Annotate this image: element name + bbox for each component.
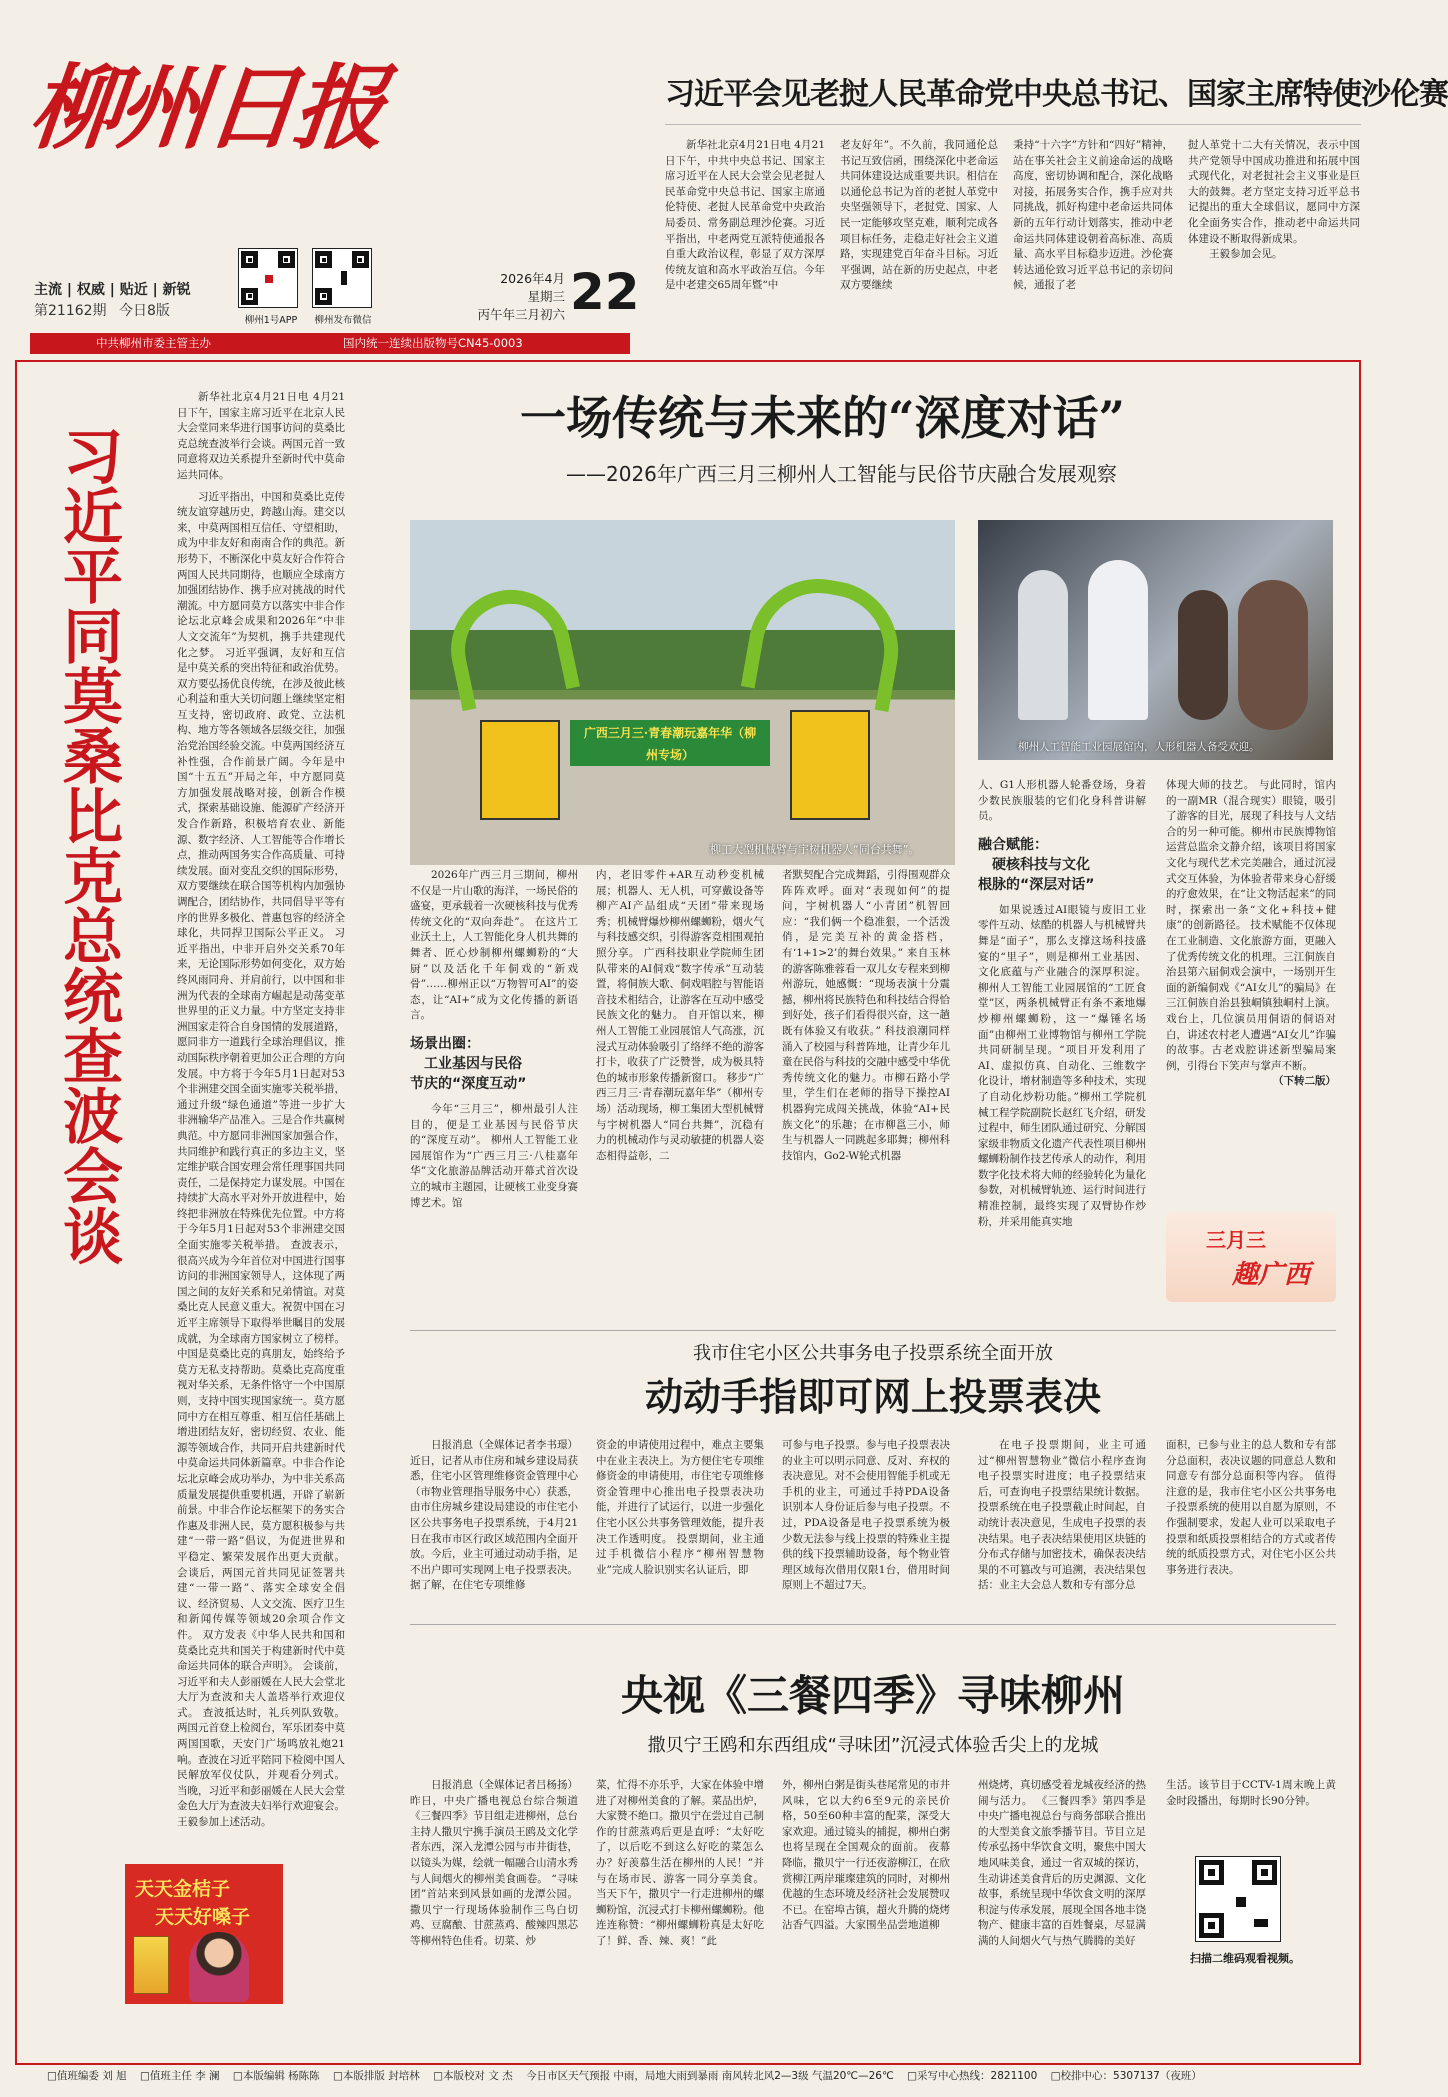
masthead-redbar: [30, 333, 630, 354]
continued-note: （下转二版）: [1273, 1075, 1336, 1088]
vote-col-3: [782, 1438, 950, 1608]
sanyuesan-logo: [1166, 1212, 1336, 1302]
rule-vote-top: [410, 1330, 1336, 1331]
left-lead: 新华社北京4月21日电 4月21日下午，国家主席习近平在北京人民大会堂同来华进行国事访问的莫桑比克总统查波举行会谈。两国元首一致同意将双边关系提升至新时代中莫命运共同体。: [177, 391, 345, 481]
top-rule: [665, 124, 1361, 125]
center-col-4: [978, 778, 1146, 1328]
photo-robot-excavators: [410, 520, 955, 865]
masthead-logo: 柳州日报: [24, 54, 388, 162]
vote-col-2: [596, 1438, 764, 1608]
vote-col-5-text: 面积，已参与业主的总人数和专有部分总面积，表决议题的同意总人数和同意专有部分总面积等内容。 值得注意的是，我市住宅小区公共事务电子投票系统的使用以自愿为原则，不作强制要求，发起人业可以采取电子投票和纸质投票相结合的方式或者传统的纸质投票方式，对住宅小区公共事务进行表决。: [1166, 1439, 1336, 1576]
center-subheadline: ——2026年广西三月三柳州人工智能与民俗节庆融合发展观察: [566, 462, 1117, 486]
center-headline: 一场传统与未来的“深度对话”: [520, 391, 1125, 445]
footer-duty-editor: □值班编委 刘 旭: [47, 2070, 127, 2082]
logo-text-a: 三月三: [1206, 1228, 1266, 1252]
subhead-1-c: 节庆的“深度互动”: [410, 1075, 527, 1092]
cctv-col-5-text: 生活。该节目于CCTV-1周末晚上黄金时段播出，每期时长90分钟。: [1166, 1779, 1336, 1807]
left-body-top: [177, 390, 345, 1829]
date-weekday: 星期三: [527, 289, 565, 304]
ad-slogan-1: 天天金桔子: [135, 1878, 231, 1900]
issue-no: 第21162期: [34, 303, 107, 319]
center-col-1-text-b: 今年“三月三”，柳州最引人注目的，便是工业基因与民俗节庆的“深度互动”。 柳州人工智能工业园展馆作为“广西三月三·八桂嘉年华”文化旅游品牌活动开幕式首次设立的城市主题园，让硬核工业变身赛博艺术。馆: [410, 1102, 578, 1209]
left-body-bottom: [45, 1450, 345, 1820]
wechat-qr-code: [312, 248, 372, 308]
top-col-3: [1013, 138, 1173, 348]
masthead-slogan: 主流 | 权威 | 贴近 | 新锐: [34, 282, 191, 298]
top-col-3-text: 秉持“十六字”方针和“四好”精神，站在事关社会主义前途命运的战略高度，密切协调和配合，深化战略对接，拓展务实合作，携手应对共同挑战，抓好构建中老命运共同体新的五年行动计划落实，推动中老命运共同体建设朝着高标准、高质量、高水平目标稳步迈进。沙伦赛转达通伦致习近平总书记的亲切问候，通报了老: [1013, 139, 1173, 292]
photo-humanoid-robots: [978, 520, 1333, 760]
vote-col-2-text: 资金的申请使用过程中，难点主要集中在业主表决上。为方便住宅专项维修资金的申请使用，市住宅专项维修资金管理中心推出电子投票表决功能，并进行了试运行，以进一步强化住宅小区公共事务管理效能，提升表决工作透明度。 投票期间，业主通过手机微信小程序“柳州智慧物业”完成人脸识别实名认证后，即: [596, 1439, 764, 1576]
cctv-subheadline: 撒贝宁王鸥和东西组成“寻味团”沉浸式体验舌尖上的龙城: [647, 1735, 1099, 1756]
vote-headline: 动动手指即可网上投票表决: [644, 1374, 1101, 1419]
video-qr-code[interactable]: [1195, 1856, 1281, 1942]
center-col-4-text: 人、G1人形机器人轮番登场，身着少数民族服装的它们化身科普讲解员。: [978, 779, 1146, 823]
date-lunar: 丙午年三月初六: [477, 307, 565, 322]
subhead-2: [978, 835, 1146, 895]
center-col-2: [596, 868, 764, 1328]
cctv-col-4: [978, 1778, 1146, 2048]
left-headline: 习近平同莫桑比克总统查波会谈: [53, 425, 123, 1265]
cctv-col-2: [596, 1778, 764, 2048]
vote-col-3-text: 可参与电子投票。参与电子投票表决的业主可以明示同意、反对、弃权的表决意见。对不会使用智能手机或无手机的业主，可通过手持PDA设备识别本人身份证后参与电子投票。不过，PDA设备是电子投票系统为极少数无法参与线上投票的特殊业主提供的线下投票辅助设备，每个物业管理区域每次借用仅限1台，借用时间原则上不超过7天。: [782, 1439, 950, 1592]
subhead-1: [410, 1034, 578, 1094]
subhead-1-a: 场景出圈：: [410, 1035, 480, 1052]
vote-kicker: 我市住宅小区公共事务电子投票系统全面开放: [693, 1343, 1053, 1364]
cctv-col-4-text: 州烧烤，真切感受着龙城夜经济的热闹与活力。 《三餐四季》第四季是中央广播电视总台与商务部联合推出的大型美食文旅季播节目。节目立足传承弘扬中华饮食文明，聚焦中国大地风味美食，通过一省双城的探访，生动讲述美食背后的历史渊源、文化故事，系统呈现中华饮食文明的深厚积淀与传承发展，展现全国各地丰饶物产、健康丰富的百姓餐桌，尽显满满的人间烟火气与热气腾腾的美好: [978, 1779, 1146, 1947]
footer-layout: □本版排版 封培林: [333, 2070, 420, 2082]
sponsor: 中共柳州市委主管主办: [96, 336, 211, 350]
vote-col-1-text: 日报消息（全媒体记者李书璟）近日，记者从市住房和城乡建设局获悉，住宅小区管理维修资金管理中心（市物业管理指导服务中心）获悉，由市住房城乡建设局建设的市住宅小区公共事务电子投票系统，于4月21日在我市市区行政区域范围内全面开放。今后，业主可通过动动手指，足不出户即可实现网上电子投票表决。 据了解，在住宅专项维修: [410, 1439, 578, 1592]
center-col-5: [1166, 778, 1336, 1208]
cctv-col-1: [410, 1778, 578, 2048]
date-day: 22: [570, 263, 640, 321]
footer-bar: [15, 2066, 1361, 2086]
left-body: 习近平指出，中国和莫桑比克传统友谊穿越历史，跨越山海。建交以来，中莫两国相互信任、守望相助，成为中非友好和南南合作的典范。新形势下，不断深化中莫友好合作符合两国人民共同期待，也顺应全球南方加强团结协作、携手应对挑战的时代潮流。中方愿同莫方以落实中非合作论坛北京峰会成果和2026年“中非人文交流年”为契机，携手共建现代化之梦。 习近平强调，友好和互信是中莫关系的突出特征和政治优势。双方要弘扬优良传统，在涉及彼此核心利益和重大关切问题上继续坚定相互支持，密切政府、政党、立法机构、地方等各领域各层级交往，加强治党治国经验交流。中莫两国经济互补性强，合作前景广阔。今年是中国“十五五”开局之年，中方愿同莫方加强发展战略对接，创新合作模式，探索基础设施、能源矿产经济开发合作新路，积极培育农业、新能源、数字经济、人工智能等合作增长点，推动两国务实合作高质量、可持续发展。面对变乱交织的国际形势，双方要继续在联合国等机构内加强协调配合，团结协作，共同倡导平等有序的世界多极化、普惠包容的经济全球化，共同捍卫国际公平正义。 习近平指出，中非开启外交关系70年来，无论国际形势如何变化，双方始终风雨同舟、并肩前行，以中国和非洲为代表的全球南方崛起是动荡变革世界里的正义力量。中方坚定支持非洲国家走符合自身国情的发展道路，愿同非方一道践行全球治理倡议，推动国际秩序朝着更加公正合理的方向发展。中方将于今年5月1日起对53个非洲建交国全面实施零关税举措，通过升级“绿色通道”等进一步扩大非洲输华产品准入。三是合作共赢树典范。中方愿同非洲国家加强合作，共同维护和践行真正的多边主义，坚定维护联合国安理会常任理事国共同责任，二是保持定力谋发展。中国在持续扩大高水平对外开放进程中，始终把非洲放在特殊优先位置。中方将于今年5月1日起对53个非洲建交国全面实施零关税举措。 查波表示，很高兴成为今年首位对中国进行国事访问的非洲国家领导人，这体现了两国之间的友好关系和兄弟情谊。对莫桑比克人民意义重大。祝贺中国在习近平主席领导下取得举世瞩目的发展成就，为全球南方国家树立了榜样。中国是莫桑比克的真朋友，始终给予莫方无私支持帮助。莫桑比克高度重视对华关系，无条件恪守一个中国原则，支持中国实现国家统一。莫方愿同中方在相互尊重、相互信任基础上增进团结友好，密切经贸、农业、能源等领域合作，共同开启共建新时代中莫命运共同体新篇章。中非合作论坛北京峰会成功举办，为中非关系高质量发展提供重要机遇，开辟了崭新前景。中非合作论坛框架下的务实合作惠及非洲人民，莫方愿积极参与共建“一带一路”倡议，为促进世界和平稳定、繁荣发展作出更大贡献。 会谈后，两国元首共同见证签署共建“一带一路”、落实全球安全倡议、经济贸易、人文交流、医疗卫生和新闻传媒等领域20余项合作文件。 双方发表《中华人民共和国和莫桑比克共和国关于构建新时代中莫命运共同体的联合声明》。 会谈前，习近平和夫人彭丽媛在人民大会堂北大厅为查波和夫人盖塔举行欢迎仪式。 查波抵达时，礼兵列队致敬。两国元首登上检阅台，军乐团奏中莫两国国歌，天安门广场鸣放礼炮21响。查波在习近平陪同下检阅中国人民解放军仪仗队，并观看分列式。 当晚，习近平和彭丽媛在人民大会堂金色大厅为查波夫妇举行欢迎宴会。 王毅参加上述活动。: [177, 490, 345, 1829]
top-col-2: [840, 138, 998, 348]
subhead-2-c: 根脉的“深层对话”: [978, 876, 1095, 893]
date-block: [445, 270, 565, 324]
footer-proof: □本版校对 文 杰: [433, 2070, 513, 2082]
footer-duty-director: □值班主任 李 澜: [139, 2070, 220, 2082]
subhead-2-b: 硬核科技与文化: [992, 856, 1090, 873]
top-headline: 习近平会见老挝人民革命党中央总书记、国家主席特使沙伦赛: [665, 77, 1448, 112]
top-col-4-text: 挝人革党十二大有关情况，表示中国共产党领导中国成功推进和拓展中国式现代化，对老挝社会主义事业是巨大的鼓舞。老方坚定支持习近平总书记提出的重大全球倡议，愿同中方深化全面务实合作，推动老中命运共同体建设不断取得新成果。: [1188, 139, 1360, 245]
cctv-col-3: [782, 1778, 950, 2048]
photo2-caption: 柳州人工智能工业园展馆内，人形机器人备受欢迎。: [1018, 741, 1260, 753]
cctv-col-1-text: 日报消息（全媒体记者吕杨扬）昨日，中央广播电视总台综合频道《三餐四季》节目组走进柳州，总台主持人撒贝宁携手演员王鸥及文化学者东西，深入龙潭公园与市井街巷，以镜头为媒，绘就一幅融合山清水秀与人间烟火的柳州美食画卷。 “寻味团”首站来到风景如画的龙潭公园。撒贝宁一行现场体验制作三鸟白切鸡、豆腐酿、甘蔗蒸鸡、酸辣四黑芯等柳州特色佳肴。切菜、炒: [410, 1779, 578, 1947]
rule-cctv-top: [410, 1624, 1336, 1625]
cctv-col-5: [1166, 1778, 1336, 1838]
ad-person-image: [189, 1932, 249, 2002]
center-col-1: [410, 868, 578, 1328]
top-col-4: [1188, 138, 1360, 348]
photo1-banner: 广西三月三·青春潮玩嘉年华（柳州专场）: [570, 720, 770, 766]
wechat-qr-label: 柳州发布微信: [314, 315, 372, 326]
cctv-headline: 央视《三餐四季》寻味柳州: [620, 1671, 1125, 1720]
ad-product-image: [133, 1936, 169, 1994]
page-count: 今日8版: [119, 303, 170, 319]
vote-col-4-text: 在电子投票期间，业主可通过“柳州智慧物业”微信小程序查询电子投票实时进度；电子投票结束后，可查询电子投票结果统计数据。投票系统在电子投票截止时间起，自动统计表决意见，生成电子投票的表决结果。电子表决结果使用区块链的分布式存储与加密技术，确保表决结果的不可篡改与可追溯，表决结果包括：业主大会总人数和专有部分总: [978, 1439, 1146, 1592]
cctv-col-3-text: 外，柳州白粥是街头巷尾常见的市井风味，它以大约6至9元的亲民价格，50至60种丰富的配菜，深受大家欢迎。通过镜头的捕捉，柳州白粥也将呈现在全国观众的面前。 夜幕降临，撒贝宁一行还夜游柳江，在欣赏柳江两岸璀璨建筑的同时，对柳州优越的生态环境及经济社会发展赞叹不已。在窑埠古镇，超火升腾的烧烤沾香气四溢。大家围坐品尝地道柳: [782, 1779, 950, 1932]
ad-slogan-2: 天天好嗓子: [155, 1906, 251, 1928]
top-col-4-end: 王毅参加会见。: [1209, 248, 1283, 261]
app-qr-code: [238, 248, 298, 308]
top-col-1: [665, 138, 825, 348]
ad-box: [125, 1864, 283, 2004]
vote-col-5: [1166, 1438, 1336, 1608]
footer-weather: 今日市区天气预报 中雨，局地大雨到暴雨 南风转北风2—3级 气温20℃—26℃: [526, 2070, 894, 2082]
date-ym: 2026年4月: [500, 271, 565, 286]
center-col-2-text: 内，老旧零件+AR互动秒变机械展；机器人、无人机，可穿戴设备等柳产AI产品组成“天团”带来现场秀；机械臂爆炒柳州螺蛳粉，烟火气与科技感交织，引得游客竞相围观拍照分享。 广西科技职业学院师生团队带来的AI侗戏“数字传承”互动装置，将侗族大歌、侗戏唱腔与智能语音技术相结合，让游客在互动中感受民族文化的魅力。 自开馆以来，柳州人工智能工业园展馆人气高涨，沉浸式互动体验吸引了络绎不绝的游客打卡，收获了广泛赞誉，成为极具特色的城市形象传播新窗口。 移步“广西三月三·青春潮玩嘉年华”（柳州专场）活动现场，柳工集团大型机械臂与宇树机器人“同台共舞”，沉稳有力的机械动作与灵动敏捷的机器人姿态相得益彰，二: [596, 869, 764, 1162]
footer-hotline: □采写中心热线：2821100: [907, 2070, 1038, 2082]
center-col-1-text: 2026年广西三月三期间，柳州不仅是一片山歌的海洋，一场民俗的盛宴，更承载着一次硬核科技与优秀传统文化的“双向奔赴”。 在这片工业沃土上，人工智能化身人机共舞的舞者、匠心炒制柳州螺蛳粉的“大厨”以及活化千年侗戏的“新戏骨”……柳州正以“万物智可AI”的姿态，让“AI+”成为文化传播的新语言。: [410, 869, 578, 1022]
cn-number: 国内统一连续出版物号CN45-0003: [343, 336, 523, 350]
vote-col-1: [410, 1438, 578, 1608]
app-qr-label: 柳州1号APP: [244, 315, 298, 326]
center-col-4-text-b: 如果说透过AI眼镜与废旧工业零件互动、炫酷的机器人与机械臂共舞是“面子”，那么支撑这场科技盛宴的“里子”，则是柳州工业基因、文化底蕴与产业融合的深厚积淀。 柳州人工智能工业园展馆的“工匠食堂”区，两条机械臂正有条不紊地爆炒柳州螺蛳粉，这一“爆锤名场面”由柳州工业博物馆与柳州工学院共同研制呈现。“项目开发利用了AI、虚拟仿真、自动化、三维数字化设计，增材制造等多种技术，实现了自动化炒粉功能。”柳州工学院机械工程学院副院长赵红飞介绍，研发过程中，师生团队通过研究、分解国家级非物质文化遗产代表性项目柳州螺蛳粉制作技艺传承人的动作，利用数字化技术将大师的经验转化为量化参数，对机械臂轨迹、运行时间进行精准控制，最终实现了双臂协作炒粉，并采用能真实地: [978, 903, 1146, 1228]
center-col-5-text: 体现大师的技艺。 与此同时，馆内的一副MR（混合现实）眼镜，吸引了游客的目光，展现了科技与人文结合的另一种可能。柳州市民族博物馆运营总监余文静介绍，该项目将国家文化与现代艺术完美融合，通过沉浸式交互体验，为体验者带来身心舒缓的疗愈效果，在“让文物活起来”的同时，探索出一条“文化+科技+健康”的创新路径。 技术赋能不仅体现在工业制造、文化旅游方面，更融入了优秀传统文化的机理。三江侗族自治县第六届侗戏会演中，一场别开生面的新编侗戏《“AI女儿”的骗局》在三江侗族自治县独峒镇独峒村上演。戏台上，几位演员用侗语的侗语对白，讲述农村老人遭遇“AI女儿”诈骗的故事。古老戏腔讲述新型骗局案例，引得台下笑声与掌声不断。: [1166, 779, 1336, 1072]
logo-text-b: 趣广西: [1232, 1260, 1311, 1290]
photo1-caption: 柳工大型机械臂与宇树机器人“同台共舞”。: [710, 843, 920, 856]
qr-caption: 扫描二维码观看视频。: [1190, 1952, 1300, 1965]
issue-number: [34, 300, 170, 320]
subhead-1-b: 工业基因与民俗: [424, 1055, 522, 1072]
center-col-3-text: 者默契配合完成舞蹈，引得围观群众阵阵欢呼。面对“表现如何”的提问，宇树机器人“小青团”机智回应：“我们俩一个稳准狠，一个活泼俏，是完美互补的黄金搭档，有‘1+1>2’的舞台效果。” 来自玉林的游客陈雅蓉看一双儿女专程来到柳州游玩，她感慨：“现场表演十分震撼，柳州将民族特色和科技结合得恰到好处，孩子们看得很兴奋，这一趟既有体验又有收获。” 科技浪潮同样涌入了校园与科普阵地，让青少年儿童在民俗与科技的交融中感受中华优秀传统文化的魅力。市柳石路小学里，学生们在老师的指导下操控AI机器狗完成闯关挑战，体验“AI+民族文化”的乐趣；在市柳邕三小，师生与机器人一同跳起多耶舞；柳州科技馆内，Go2-W轮式机器: [782, 869, 950, 1162]
cctv-col-2-text: 菜，忙得不亦乐乎，大家在体验中增进了对柳州美食的了解。菜品出炉，大家赞不绝口。撒贝宁在尝过自己制作的甘蔗蒸鸡后更是直呼：“太好吃了，以后吃不到这么好吃的菜怎么办？好羡慕生活在柳州的人民！”并与在场市民、游客一同分享美食。 当天下午，撒贝宁一行走进柳州的螺蛳粉馆，沉浸式打卡柳州螺蛳粉。他连连称赞：“柳州螺蛳粉真是太好吃了！鲜、香、辣、爽！”此: [596, 1779, 764, 1947]
top-col-2-text: 老友好年”。不久前，我同通伦总书记互致信函，围绕深化中老命运共同体建设达成重要共识。相信在以通伦总书记为首的老挝人革党中央坚强领导下，老挝党、国家、人民一定能够攻坚克难，顺利完成各项目标任务，走稳走好社会主义道路，实现建党百年奋斗目标。习近平强调，站在新的历史起点，中老双方要继续: [840, 139, 998, 292]
top-col-1-text: 新华社北京4月21日电 4月21日下午，中共中央总书记、国家主席习近平在人民大会堂会见老挝人民革命党中央总书记、国家主席通伦特使、老挝人民革命党中央政治局委员、常务副总理沙伦赛。习近平指出，中老两党互派特使通报各自重大政治议程，彰显了双方深厚传统友谊和高水平政治互信。今年是中老建交65周年暨“中: [665, 139, 825, 292]
footer-editor: □本版编辑 杨陈陈: [232, 2070, 320, 2082]
vote-col-4: [978, 1438, 1146, 1608]
subhead-2-a: 融合赋能：: [978, 836, 1048, 853]
footer-night: □校排中心：5307137（夜班）: [1050, 2070, 1202, 2082]
center-col-3: [782, 868, 950, 1328]
